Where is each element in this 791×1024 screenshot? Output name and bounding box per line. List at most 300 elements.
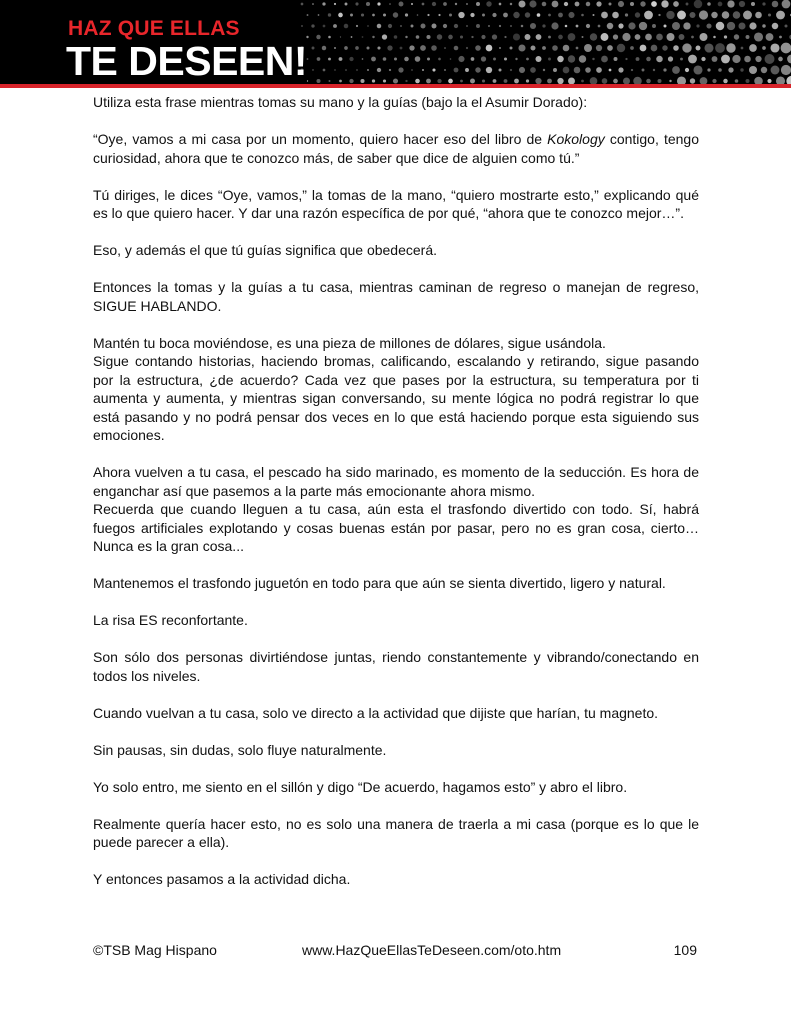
header-dot xyxy=(450,58,452,60)
header-dot xyxy=(633,77,641,84)
header-dot xyxy=(733,11,741,19)
header-dot xyxy=(371,57,376,62)
header-dot xyxy=(651,1,657,7)
header-dot xyxy=(448,79,453,84)
header-dot xyxy=(398,67,403,72)
header-dot xyxy=(318,14,320,16)
header-dot xyxy=(576,25,579,28)
header-dot xyxy=(617,44,625,52)
header-dot xyxy=(745,79,749,83)
paragraph xyxy=(93,130,699,167)
header-dot xyxy=(726,43,735,52)
header-dot xyxy=(740,68,743,71)
header-dot xyxy=(488,25,490,27)
header-dot xyxy=(513,12,519,18)
header-dot xyxy=(590,77,598,84)
header-dot xyxy=(466,25,468,27)
header-dot xyxy=(558,35,563,40)
header-dot xyxy=(642,69,645,72)
header-dot xyxy=(339,57,343,61)
header-dot xyxy=(301,3,304,6)
header-dot xyxy=(312,47,315,50)
header-dot xyxy=(781,65,791,75)
header-dot xyxy=(458,56,464,62)
header-dot xyxy=(329,80,331,82)
brand-title-top: HAZ QUE ELLAS xyxy=(68,17,240,40)
header-dot xyxy=(316,35,320,39)
header-dot xyxy=(443,2,447,6)
header-dot xyxy=(625,13,628,16)
header-red-rule xyxy=(0,84,791,88)
header-dot xyxy=(592,14,594,16)
header-dot xyxy=(658,14,660,16)
header-dot xyxy=(568,12,574,18)
header-dot xyxy=(360,79,364,83)
header-dot xyxy=(646,79,651,84)
header-dot xyxy=(458,12,464,18)
header-dot xyxy=(537,13,541,17)
header-dot xyxy=(521,25,524,28)
paragraph: Recuerda que cuando lleguen a tu casa, aún esta el trasfondo divertido con todo. Sí, habrá fuegos artificiales explotando y cosas buenas están por pasar, pero no es gran cosa, cierto… Nunca es la gran cosa... xyxy=(93,501,699,554)
header-dot xyxy=(426,35,430,39)
header-dot xyxy=(486,1,491,6)
header-dot xyxy=(460,80,463,83)
paragraph: Son sólo dos personas divirtiéndose juntas, riendo constantemente y vibrando/conectando en todos los niveles. xyxy=(93,649,699,684)
header-dot xyxy=(765,54,775,64)
header-dot xyxy=(707,2,711,6)
header-dot xyxy=(394,35,398,39)
header-dot xyxy=(444,47,446,49)
header-dot xyxy=(542,24,545,27)
header-dot xyxy=(322,46,326,50)
header-dot xyxy=(716,22,725,31)
header-dot xyxy=(431,45,437,51)
header-dot xyxy=(422,3,425,6)
header-dot xyxy=(328,13,331,16)
header-dot xyxy=(542,46,546,50)
header-dot xyxy=(470,13,474,17)
header-dot xyxy=(383,13,386,16)
header-dot xyxy=(564,2,568,6)
header-dot xyxy=(728,67,733,72)
header-dot xyxy=(613,34,618,39)
header-dot xyxy=(503,13,508,18)
header-dot xyxy=(448,35,453,40)
header-dot xyxy=(751,2,755,6)
header-dot xyxy=(707,68,710,71)
header-dot xyxy=(690,78,695,83)
header-dot xyxy=(700,33,708,41)
header-dot xyxy=(778,57,783,62)
header-dot xyxy=(590,33,597,40)
header-dot xyxy=(405,13,408,16)
header-dot xyxy=(700,77,708,84)
header-dot xyxy=(749,22,756,29)
header-dot xyxy=(663,24,666,27)
header-dot xyxy=(432,24,437,29)
header-dot xyxy=(772,23,779,30)
header-dot xyxy=(510,47,513,50)
header-dot xyxy=(432,68,435,71)
header-dot xyxy=(345,3,348,6)
header-dot xyxy=(586,2,590,6)
header-dot xyxy=(656,56,663,63)
header-dot xyxy=(715,43,725,53)
header-dot xyxy=(734,34,739,39)
header-dot xyxy=(738,22,745,29)
header-dot xyxy=(356,25,358,27)
header-dot xyxy=(685,68,689,72)
header-dot xyxy=(404,57,409,62)
header-dot xyxy=(510,69,512,71)
header-dot xyxy=(704,43,713,52)
header-dot xyxy=(411,69,413,71)
header-dot xyxy=(673,1,679,7)
header-dot xyxy=(635,12,640,17)
paragraph: Y entonces pasamos a la actividad dicha. xyxy=(93,871,351,887)
header-dot xyxy=(612,12,619,19)
header-dot xyxy=(367,25,369,27)
header-dot xyxy=(361,13,364,16)
header-dot xyxy=(531,46,536,51)
page-header xyxy=(0,0,791,84)
header-dot xyxy=(592,58,594,60)
header-dot xyxy=(471,57,475,61)
header-dot xyxy=(334,47,336,49)
header-dot xyxy=(393,12,398,17)
header-dot xyxy=(383,79,386,82)
header-dot xyxy=(344,24,349,29)
header-dot xyxy=(551,22,558,29)
header-dot xyxy=(393,78,398,83)
header-dot xyxy=(449,13,452,16)
header-dot xyxy=(504,79,508,83)
header-dot xyxy=(366,46,369,49)
header-dot xyxy=(519,67,525,73)
header-dot xyxy=(344,46,348,50)
header-dot xyxy=(667,33,675,41)
header-dot xyxy=(727,0,734,7)
header-dot xyxy=(744,56,751,63)
header-dot xyxy=(518,44,525,51)
header-dot xyxy=(394,58,397,61)
header-dot xyxy=(622,33,630,41)
header-dot xyxy=(679,34,685,40)
header-dot xyxy=(486,45,493,52)
header-dot xyxy=(701,57,705,61)
header-dot xyxy=(476,2,480,6)
header-dot xyxy=(607,23,614,30)
header-dot xyxy=(389,69,391,71)
footer-url-link[interactable]: www.HazQueEllasTeDeseen.com/oto.htm xyxy=(302,942,562,958)
header-dot xyxy=(614,57,618,61)
header-dot xyxy=(762,24,765,27)
text-run: “Oye, vamos a mi casa por un momento, quiero hacer eso del libro de xyxy=(93,131,548,147)
header-dot xyxy=(552,45,558,51)
header-dot xyxy=(686,3,689,6)
header-dot xyxy=(608,2,611,5)
header-dot xyxy=(482,79,485,82)
header-dot xyxy=(416,35,420,39)
header-dot xyxy=(782,0,791,8)
header-dot xyxy=(422,69,424,71)
header-dot xyxy=(471,36,473,38)
header-dot xyxy=(328,36,331,39)
header-dot xyxy=(400,25,402,27)
header-dot xyxy=(755,56,761,62)
header-dot xyxy=(666,11,674,19)
header-dot xyxy=(602,78,608,84)
header-dot xyxy=(536,34,542,40)
footer-copyright: ©TSB Mag Hispano xyxy=(93,942,217,958)
header-dot xyxy=(387,45,392,50)
header-dot xyxy=(466,47,468,49)
header-dot xyxy=(307,80,308,81)
header-dot xyxy=(389,3,391,5)
header-dot xyxy=(579,55,586,62)
header-dot xyxy=(405,80,407,82)
header-dot xyxy=(657,79,661,83)
header-dot xyxy=(415,56,421,62)
header-dot xyxy=(513,33,520,40)
header-dot xyxy=(776,11,785,20)
paragraph: Mantén tu boca moviéndose, es una pieza de millones de dólares, sigue usándola. xyxy=(93,334,606,351)
header-dot xyxy=(334,3,336,5)
header-dot xyxy=(772,1,779,8)
header-dot xyxy=(470,79,475,84)
page-content xyxy=(93,93,699,907)
header-dot xyxy=(786,76,791,84)
header-dot xyxy=(586,24,590,28)
header-dot xyxy=(754,77,763,84)
header-dot xyxy=(640,1,645,6)
header-dot xyxy=(677,11,686,20)
header-dot xyxy=(526,79,529,82)
text-run: contigo, tengo curiosidad, ahora que te conozco más, de saber que dice de alguien como tú.” xyxy=(93,131,699,166)
header-dot xyxy=(596,45,602,51)
header-dot xyxy=(607,45,613,51)
header-dot xyxy=(761,67,767,73)
header-dot xyxy=(499,25,501,27)
header-dot xyxy=(323,69,326,72)
header-dot xyxy=(721,55,730,64)
header-dot xyxy=(400,47,403,50)
header-dot xyxy=(504,36,506,38)
header-dot xyxy=(618,23,623,28)
header-dot xyxy=(482,14,485,17)
header-dot xyxy=(656,34,663,41)
header-dot xyxy=(438,58,441,61)
header-dot xyxy=(565,25,568,28)
header-dot xyxy=(420,23,425,28)
header-dot xyxy=(689,12,695,18)
header-dot xyxy=(366,2,370,6)
header-dot xyxy=(581,14,584,17)
header-dot xyxy=(696,24,699,27)
header-dot xyxy=(543,69,545,71)
header-dot xyxy=(563,67,570,74)
header-dot xyxy=(498,68,501,71)
header-dot xyxy=(706,23,711,28)
header-dot xyxy=(460,35,463,38)
header-dot xyxy=(755,12,762,19)
header-dot xyxy=(653,69,655,71)
header-dot xyxy=(568,55,575,62)
paragraph: Sigue contando historias, haciendo bromas, calificando, escalando y retirando, sigue pasando por la estructura, ¿de acuerdo? Cada vez que pases por la estructura, su temperatura por ti aumenta y aumenta, y mientras sigan conversando, su mente lógica no podrá registrar lo que está pasando y no podrá pensar dos veces en lo que está haciendo porque esta siguiendo sus emociones. xyxy=(93,353,699,443)
header-dot xyxy=(574,67,581,74)
header-dot xyxy=(596,67,602,73)
header-dot xyxy=(776,76,785,84)
header-dot xyxy=(547,79,552,84)
header-dot xyxy=(640,45,647,52)
header-dot xyxy=(362,58,364,60)
header-dot xyxy=(437,34,442,39)
header-dot xyxy=(486,67,492,73)
paragraph: Yo solo entro, me siento en el sillón y digo “De acuerdo, hagamos esto” y abro el libro. xyxy=(93,778,628,795)
header-dot xyxy=(388,24,392,28)
header-dot xyxy=(349,57,353,61)
header-dot xyxy=(682,43,691,52)
header-dot xyxy=(311,24,314,27)
header-dot xyxy=(307,14,309,16)
header-dot xyxy=(770,43,779,52)
paragraph: Utiliza esta frase mientras tomas su mano y la guías (bajo la el Asumir Dorado): xyxy=(93,94,588,110)
header-dot xyxy=(663,68,666,71)
header-dot xyxy=(677,76,686,84)
header-dot xyxy=(672,22,680,30)
header-dot xyxy=(661,0,668,7)
header-dot xyxy=(746,35,750,39)
header-dot xyxy=(584,44,592,52)
header-dot xyxy=(696,46,701,51)
header-dot xyxy=(652,24,656,28)
header-dot xyxy=(732,55,740,63)
header-dot xyxy=(694,0,703,8)
header-dot xyxy=(420,45,426,51)
header-dot xyxy=(712,79,716,83)
header-dot xyxy=(557,56,563,62)
header-dot xyxy=(411,3,413,5)
header-dot xyxy=(323,25,326,28)
header-dot xyxy=(350,14,353,17)
paragraph: Eso, y además el que tú guías significa que obedecerá. xyxy=(93,242,437,258)
header-dot xyxy=(377,46,380,49)
header-dot xyxy=(787,55,791,64)
header-dot xyxy=(454,46,459,51)
paragraph: Ahora vuelven a tu casa, el pescado ha sido marinado, es momento de la seducción. Es hora de enganchar así que pasemos a la parte más emocionante ahora mismo. xyxy=(93,464,699,499)
header-dot xyxy=(762,46,766,50)
header-dot xyxy=(631,69,633,71)
header-dot xyxy=(779,36,782,39)
header-dot xyxy=(481,35,485,39)
header-dot xyxy=(768,13,771,16)
header-dot xyxy=(465,68,469,72)
header-dot xyxy=(576,47,579,50)
header-dot xyxy=(722,11,730,19)
header-dot xyxy=(415,79,420,84)
header-dot xyxy=(514,79,519,84)
header-dot xyxy=(548,58,551,61)
header-dot xyxy=(585,67,591,73)
header-dot xyxy=(362,36,364,38)
header-dot xyxy=(766,33,774,41)
header-dot xyxy=(548,36,551,39)
header-dot xyxy=(553,68,557,72)
header-dot xyxy=(399,2,404,7)
header-dot xyxy=(411,25,414,28)
header-dot xyxy=(492,13,496,17)
header-dot xyxy=(596,1,601,6)
header-dot xyxy=(519,1,526,8)
paragraph: Realmente quería hacer esto, no es solo una manera de traerla a mi casa (porque es lo que le puede parecer a ella). xyxy=(93,815,699,850)
header-dot xyxy=(625,58,627,60)
paragraph: Tú diriges, le dices “Oye, vamos,” la tomas de la mano, “quiero mostrarte esto,” explicando qué es lo que quiero hacer. Y dar una razón específica de por qué, “ahora que te conozco mejor…”. xyxy=(93,186,699,221)
header-dot xyxy=(749,44,757,52)
header-dot xyxy=(333,24,337,28)
header-dot xyxy=(454,24,458,28)
header-dot xyxy=(693,65,702,74)
header-dot xyxy=(466,3,468,5)
header-dot xyxy=(328,58,331,61)
header-dot xyxy=(644,11,653,20)
header-dot xyxy=(711,12,717,18)
header-dot xyxy=(339,80,342,83)
header-dot xyxy=(581,36,583,38)
header-dot xyxy=(767,79,771,83)
header-dot xyxy=(639,22,647,30)
header-dot xyxy=(598,25,601,28)
header-dot xyxy=(781,43,791,54)
header-dot xyxy=(481,56,486,61)
header-dot xyxy=(493,79,497,83)
header-dot xyxy=(356,69,357,70)
header-dot xyxy=(668,56,673,61)
header-dot xyxy=(581,80,584,83)
header-dot xyxy=(683,22,690,29)
header-dot xyxy=(372,14,375,17)
header-dot xyxy=(372,79,375,82)
header-dot xyxy=(525,12,530,17)
header-dot xyxy=(762,2,765,5)
header-dot xyxy=(301,25,302,26)
header-dot xyxy=(548,14,551,17)
header-dot xyxy=(530,67,536,73)
header-dot xyxy=(691,36,694,39)
header-dot xyxy=(475,67,480,72)
header-dot xyxy=(673,45,679,51)
header-dot xyxy=(492,34,497,39)
header-dot xyxy=(645,34,652,41)
header-dot xyxy=(526,58,529,61)
header-dot xyxy=(739,1,745,7)
header-dot xyxy=(382,34,387,39)
header-dot xyxy=(372,36,374,38)
header-dot xyxy=(510,25,512,27)
header-dot xyxy=(542,2,547,7)
header-dot xyxy=(785,25,788,28)
page-footer xyxy=(93,941,699,961)
header-dot xyxy=(349,79,353,83)
header-dot xyxy=(688,55,697,64)
header-dot xyxy=(340,36,341,37)
header-dot xyxy=(338,13,343,18)
paragraph: Sin pausas, sin dudas, solo fluye naturalmente. xyxy=(93,741,387,758)
header-dot xyxy=(712,56,718,62)
header-dot xyxy=(672,66,680,74)
header-dot xyxy=(680,58,683,61)
header-dot xyxy=(636,57,640,61)
header-dot xyxy=(662,45,667,50)
